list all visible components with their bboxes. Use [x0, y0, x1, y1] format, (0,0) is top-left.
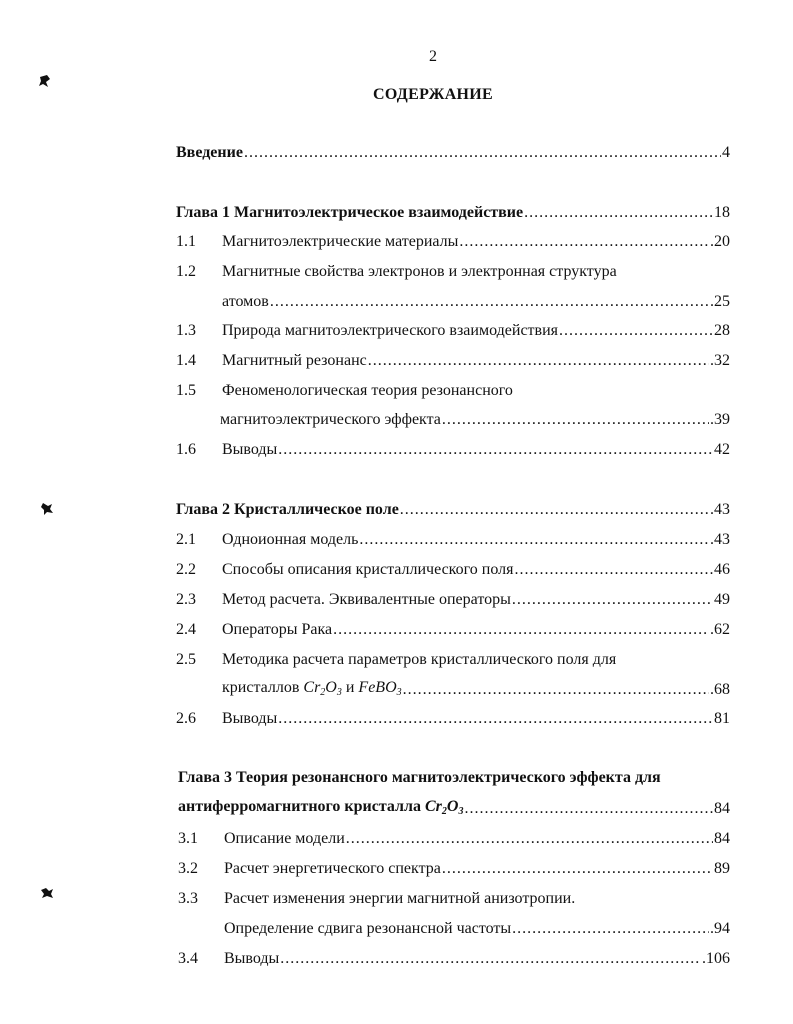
formula-subscript: 2 — [441, 806, 447, 817]
dot-leader — [244, 143, 721, 163]
dot-leader — [333, 620, 709, 640]
toc-entry-text: Выводы — [224, 950, 280, 967]
toc-entry-page: 46 — [714, 561, 730, 578]
toc-entry-text: Глава 3 Теория резонансного магнитоэлектрического эффекта для — [178, 769, 661, 786]
dot-leader — [346, 829, 713, 849]
toc-entry-text: Метод расчета. Эквивалентные операторы — [222, 591, 511, 608]
toc-entry-text: Выводы — [222, 441, 278, 458]
toc-entry-text: Описание модели — [224, 830, 345, 847]
dot-leader — [442, 410, 709, 430]
toc-entry-chapter-2[interactable] — [176, 500, 730, 520]
toc-entry-text: Определение сдвига резонансной частоты — [224, 920, 512, 937]
toc-entry-text — [222, 678, 402, 700]
toc-entry-2-2[interactable] — [176, 560, 730, 580]
formula-cr2o3 — [425, 798, 463, 815]
toc-entry-1-2-continued[interactable] — [222, 292, 730, 312]
toc-entry-text: Введение — [176, 144, 243, 161]
toc-entry-page: 42 — [714, 441, 730, 458]
toc-entry-number: 2.5 — [176, 651, 196, 668]
toc-entry-1-1[interactable] — [176, 232, 730, 252]
formula-part: FeBO — [358, 679, 397, 696]
dot-leader — [442, 859, 713, 879]
toc-entry-number: 1.3 — [176, 322, 196, 339]
toc-entry-3-1[interactable] — [178, 829, 730, 849]
toc-entry-text: Способы описания кристаллического поля — [222, 561, 514, 578]
toc-entry-page: 84 — [714, 800, 730, 817]
toc-entry-page: 89 — [714, 860, 730, 877]
dot-leader — [512, 919, 709, 939]
toc-entry-3-2[interactable] — [178, 859, 730, 879]
toc-entry-3-3-continued[interactable] — [224, 919, 730, 939]
text-prefix: антиферромагнитного кристалла — [178, 798, 425, 815]
dot-leader — [515, 560, 714, 580]
formula-subscript: 2 — [320, 687, 326, 698]
toc-entry-number: 3.4 — [178, 950, 198, 967]
dot-leader — [512, 590, 713, 610]
page-number: 2 — [429, 48, 437, 65]
toc-entry-number: 3.1 — [178, 830, 198, 847]
dot-leader — [400, 500, 709, 520]
dot-leader — [559, 321, 713, 341]
toc-entry-number: 2.2 — [176, 561, 196, 578]
formula-cr2o3 — [303, 679, 341, 696]
toc-entry-2-1[interactable] — [176, 530, 730, 550]
toc-entry-text: Выводы — [222, 710, 278, 727]
toc-entry-1-2[interactable] — [176, 262, 730, 282]
dot-leader — [464, 799, 713, 819]
toc-entry-page: .62 — [710, 621, 730, 638]
toc-entry-page: 4 — [722, 144, 730, 161]
formula-part: Cr — [424, 798, 442, 815]
toc-entry-text: Феноменологическая теория резонансного — [222, 382, 513, 399]
toc-entry-text — [178, 797, 463, 819]
toc-entry-page: .94 — [710, 920, 730, 937]
toc-entry-page: 49 — [714, 591, 730, 608]
toc-entry-number: 2.1 — [176, 531, 196, 548]
dot-leader — [280, 949, 701, 969]
toc-entry-1-5-continued[interactable] — [220, 410, 730, 430]
dot-leader — [403, 680, 709, 700]
toc-entry-page: 28 — [714, 322, 730, 339]
toc-entry-text: Глава 1 Магнитоэлектрическое взаимодействие — [176, 204, 524, 221]
toc-entry-1-5[interactable] — [176, 381, 730, 401]
toc-entry-1-6[interactable] — [176, 440, 730, 460]
toc-entry-2-4[interactable] — [176, 620, 730, 640]
toc-entry-number: 1.2 — [176, 263, 196, 280]
scan-mark-icon — [40, 886, 54, 900]
toc-entry-text: Глава 2 Кристаллическое поле — [176, 501, 399, 518]
toc-entry-text: Магнитный резонанс — [222, 352, 367, 369]
text-prefix: кристаллов — [222, 679, 304, 696]
toc-entry-chapter-3-continued[interactable] — [178, 799, 730, 819]
toc-entry-3-3[interactable] — [178, 889, 730, 909]
dot-leader — [368, 351, 709, 371]
toc-entry-text: Операторы Рака — [222, 621, 333, 638]
text-conjunction: и — [341, 679, 359, 696]
toc-entry-page: 81 — [714, 710, 730, 727]
formula-part: O — [446, 798, 459, 815]
formula-subscript: 3 — [458, 806, 464, 817]
toc-entry-page: .43 — [710, 531, 730, 548]
scan-mark-icon — [40, 502, 54, 516]
toc-entry-text: Расчет изменения энергии магнитной анизотропии. — [224, 890, 576, 907]
toc-entry-2-3[interactable] — [176, 590, 730, 610]
toc-entry-page: .25 — [710, 293, 730, 310]
toc-entry-number: 2.4 — [176, 621, 196, 638]
toc-entry-text: Методика расчета параметров кристаллического поля для — [222, 651, 617, 668]
toc-entry-number: 1.4 — [176, 352, 196, 369]
toc-entry-text: Магнитоэлектрические материалы — [222, 233, 459, 250]
toc-entry-page: .68 — [710, 681, 730, 698]
formula-febo3 — [358, 679, 401, 696]
dot-leader — [278, 440, 713, 460]
toc-entry-text: Расчет энергетического спектра — [224, 860, 441, 877]
toc-entry-number: 1.5 — [176, 382, 196, 399]
toc-entry-introduction[interactable] — [176, 143, 730, 163]
toc-entry-number: 1.1 — [176, 233, 196, 250]
toc-entry-page: 18 — [714, 204, 730, 221]
toc-entry-number: 1.6 — [176, 441, 196, 458]
formula-part: O — [325, 679, 337, 696]
formula-part: Cr — [303, 679, 321, 696]
dot-leader — [524, 203, 713, 223]
toc-entry-number: 3.3 — [178, 890, 198, 907]
toc-entry-chapter-3[interactable] — [178, 768, 732, 788]
toc-entry-1-4[interactable] — [176, 351, 730, 371]
toc-entry-number: 3.2 — [178, 860, 198, 877]
toc-entry-2-5[interactable] — [176, 650, 730, 670]
toc-entry-2-6[interactable] — [176, 709, 730, 729]
toc-entry-page: .20 — [710, 233, 730, 250]
dot-leader — [359, 530, 709, 550]
toc-entry-1-3[interactable] — [176, 321, 730, 341]
dot-leader — [270, 292, 709, 312]
page-title: СОДЕРЖАНИЕ — [372, 86, 494, 103]
toc-entry-number: 2.3 — [176, 591, 196, 608]
toc-entry-page: .43 — [710, 501, 730, 518]
toc-entry-page: 84 — [714, 830, 730, 847]
toc-entry-page: .32 — [710, 352, 730, 369]
toc-entry-2-5-continued[interactable] — [222, 680, 730, 700]
toc-entry-number: 2.6 — [176, 710, 196, 727]
dot-leader — [459, 232, 709, 252]
toc-entry-text: Природа магнитоэлектрического взаимодействия — [222, 322, 559, 339]
formula-subscript: 3 — [396, 687, 402, 698]
toc-entry-text: магнитоэлектрического эффекта — [220, 411, 441, 428]
toc-entry-text: Магнитные свойства электронов и электронная структура — [222, 263, 617, 280]
toc-entry-text: атомов — [222, 293, 269, 310]
toc-entry-page: .106 — [702, 950, 730, 967]
toc-entry-text: Одноионная модель — [222, 531, 359, 548]
dot-leader — [278, 709, 713, 729]
toc-entry-chapter-1[interactable] — [176, 203, 730, 223]
toc-entry-3-4[interactable] — [178, 949, 730, 969]
toc-entry-page: .39 — [710, 411, 730, 428]
formula-subscript: 3 — [336, 687, 342, 698]
